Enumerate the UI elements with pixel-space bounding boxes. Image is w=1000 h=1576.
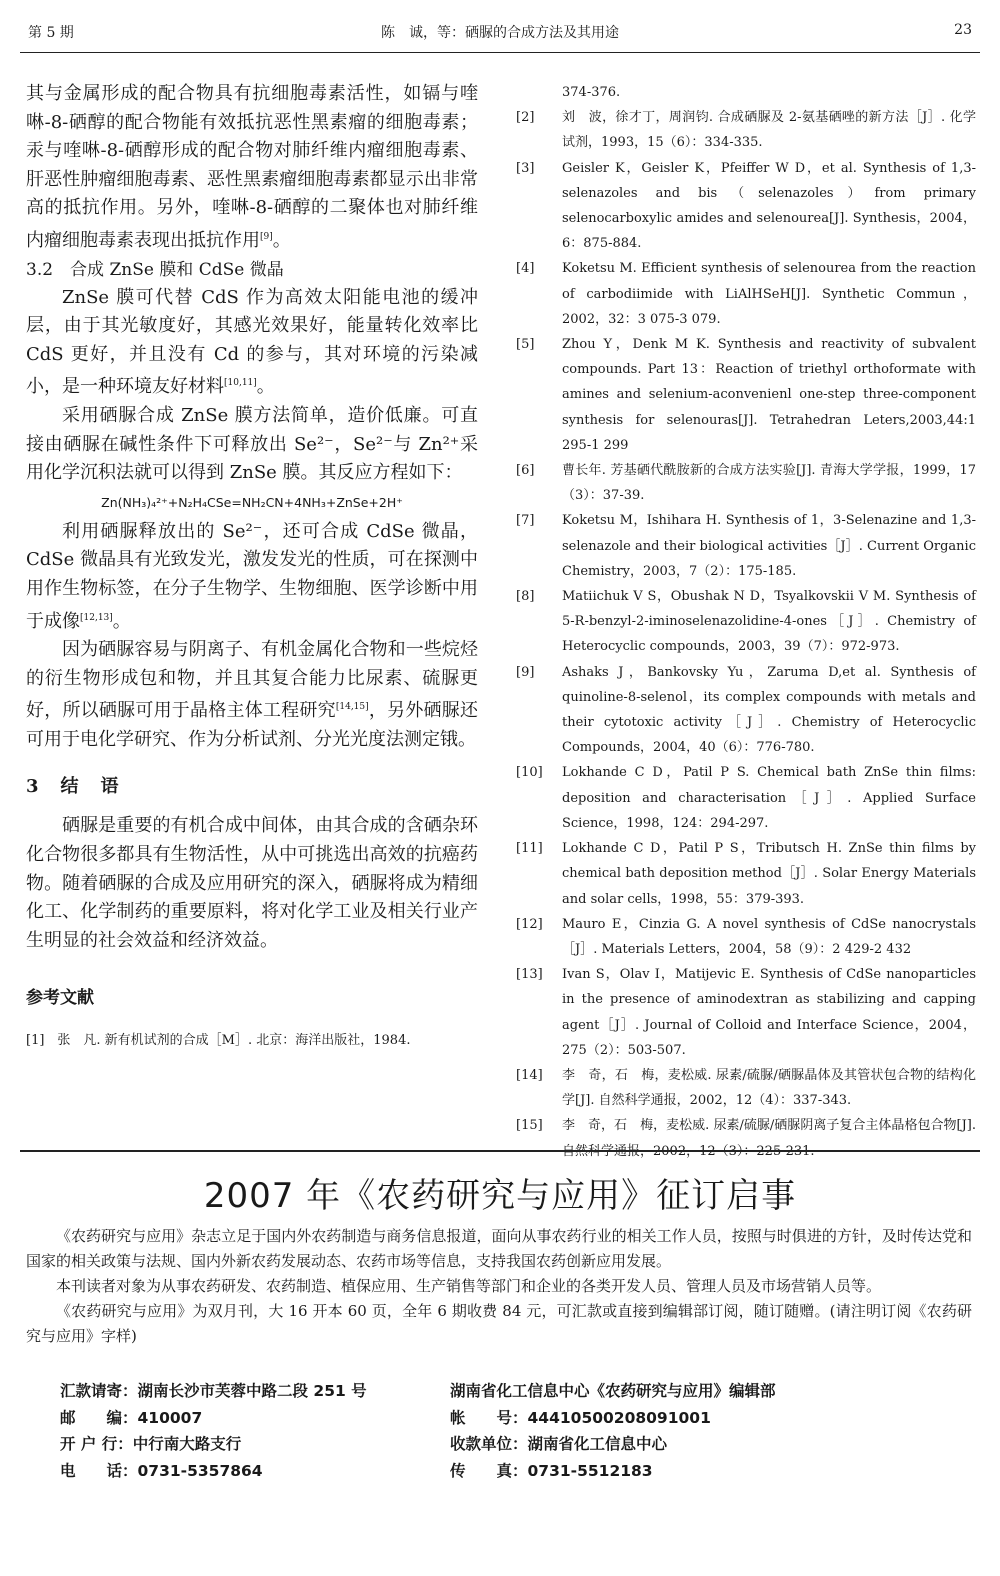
body-paragraph: ZnSe 膜可代替 CdS 作为高效太阳能电池的缓冲层，由于其光敏度好，其感光效果好，能量转化效率比CdS 更好，并且没有 Cd 的参与，其对环境的污染减小，是一种环境友好材料[10,11]。: [26, 286, 478, 398]
reference-text: Lokhande C D，Patil P S. Chemical bath ZnSe thin films: deposition and characterisation［J］. Applied Surface Science，1998，124：294-297.: [562, 765, 976, 831]
reference-number: [2]: [516, 110, 535, 126]
reference-number: [8]: [516, 589, 535, 605]
running-title: 陈 诚，等：硒脲的合成方法及其用途: [381, 25, 619, 41]
reference-text: 李 奇，石 梅，麦松威. 尿素/硫脲/硒脲晶体及其管状包合物的结构化学[J]. 自然科学通报，2002，12（4）：337-343.: [562, 1067, 976, 1109]
body-paragraph: 硒脲是重要的有机合成中间体，由其合成的含硒杂环化合物很多都具有生物活性，从中可挑选出高效的抗癌药物。随着硒脲的合成及应用研究的深入，硒脲将成为精细化工、化学制药的重要原料，将对化学工业及相关行业产生明显的社会效益和经济效益。: [26, 815, 478, 951]
body-paragraph: 因为硒脲容易与阴离子、有机金属化合物和一些烷烃的衍生物形成包和物，并且其复合能力比尿素、硫脲更好，所以硒脲可用于晶格主体工程研究[14,15]，另外硒脲还可用于电化学研究、作为分析试剂、分光光度法测定锇。: [26, 639, 479, 750]
reference-text: 374-376.: [562, 85, 621, 100]
reference-text: Mauro E，Cinzia G. A novel synthesis of CdSe nanocrystals［J］. Materials Letters，2004，58（9）：2 429-2 432: [562, 916, 976, 957]
left-column: [26, 80, 478, 1053]
contact-row: 邮 编：410007: [60, 1408, 203, 1427]
notice-paragraph: 《农药研究与应用》为双月刊，大 16 开本 60 页，全年 6 期收费 84 元，可汇款或直接到编辑部订阅，随订随赠。(请注明订阅《农药研究与应用》字样): [26, 1302, 972, 1345]
reference-text: Geisler K，Geisler K，Pfeiffer W D，et al. Synthesis of 1,3-selenazoles and bis（selenazoles）from primary selenocarboxylic amides and selenourea[J]. Synthesis，2004，6：875-884.: [562, 160, 976, 252]
reference-item: [516, 508, 976, 584]
reference-number: [14]: [516, 1067, 543, 1083]
contact-right: [450, 1378, 776, 1484]
reference-text: Zhou Y，Denk M K. Synthesis and reactivity of subvalent compounds. Part 13：Reaction of triethyl orthoformate with amines and selenium-aconvenienl one-step three-component synthesis for selenouras[J]. Tetrahedran Leters,2003,44:1 295-1 299: [562, 337, 976, 453]
reference-item: [516, 256, 976, 332]
reference-text: 李 奇，石 梅，麦松威. 尿素/硫脲/硒脲阴离子复合主体晶格包合物[J]. 自然科学通报，2002，12（3）：225-231.: [562, 1118, 976, 1159]
reference-item: [516, 660, 976, 761]
reference-number: [10]: [516, 765, 543, 781]
reference-text: 刘 波，徐才丁，周润钧. 合成硒脲及 2-氨基硒唑的新方法［J］. 化学试剂，1993，15（6）：334-335.: [562, 110, 976, 151]
running-header: [28, 22, 972, 46]
reference-text: Ivan S，Olav I，Matijevic E. Synthesis of CdSe nanoparticles in the presence of aminodextran as stabilizing and capping agent［J］. Journal of Colloid and Interface Science，2004，275（2）：503-507.: [562, 967, 976, 1058]
reference-text: 曹长年. 芳基硒代酰胺新的合成方法实验[J]. 青海大学学报，1999，17（3）：37-39.: [562, 463, 976, 504]
reference-item: [516, 584, 976, 660]
notice-body: [26, 1224, 972, 1349]
reference-number: [5]: [516, 337, 535, 353]
contact-left: [60, 1378, 367, 1484]
reference-item: [1] 张 凡. 新有机试剂的合成［M］. 北京：海洋出版社，1984.: [26, 1033, 411, 1049]
reference-number: [3]: [516, 160, 535, 176]
contact-row: 收款单位：湖南省化工信息中心: [450, 1435, 668, 1453]
contact-row: 开 户 行：中行南大路支行: [60, 1435, 242, 1453]
notice-rule: [20, 1150, 980, 1152]
reference-item: [516, 1113, 976, 1163]
notice-title: 2007 年《农药研究与应用》征订启事: [203, 1176, 797, 1216]
reference-text: Lokhande C D，Patil P S，Tributsch H. ZnSe thin films by chemical bath deposition method［J］. Solar Energy Materials and solar cells，1998，55：379-393.: [562, 841, 976, 907]
contact-row: 汇款请寄：湖南长沙市芙蓉中路二段 251 号: [60, 1382, 367, 1400]
contact-row: 传 真：0731-5512183: [450, 1461, 653, 1480]
reference-list: [516, 80, 976, 1164]
references-column: [516, 80, 976, 1164]
header-rule: [20, 52, 980, 53]
reference-text: Ashaks J，Bankovsky Yu，Zaruma D,et al. Synthesis of quinoline-8-selenol，its complex compounds with metals and their cytotoxic activity［J］. Chemistry of Heterocyclic Compounds，2004，40（6）：776-780.: [562, 664, 976, 756]
reference-item: [516, 836, 976, 912]
body-paragraph: 其与金属形成的配合物具有抗细胞毒素活性，如镉与喹啉-8-硒醇的配合物能有效抵抗恶性黑素瘤的细胞毒素；汞与喹啉-8-硒醇形成的配合物对肺纤维内瘤细胞毒素、肝恶性肿瘤细胞毒素、恶性黑素瘤细胞毒素都显示出非常高的抵抗作用。另外，喹啉-8-硒醇的二聚体也对肺纤维内瘤细胞毒素表现出抵抗作用[9]。: [26, 83, 478, 251]
section-heading: 3 结 语: [26, 776, 121, 798]
reference-item: [516, 962, 976, 1063]
reference-number: [9]: [516, 664, 535, 680]
reaction-equation: Zn(NH₃)₄²⁺+N₂H₄CSe=NH₂CN+4NH₃+ZnSe+2H⁺: [101, 494, 403, 510]
reference-text: Koketsu M，Ishihara H. Synthesis of 1，3-Selenazine and 1,3-selenazole and their biological activities［J］. Current Organic Chemistry，2003，7（2）：175-185.: [562, 513, 976, 579]
reference-text: Matiichuk V S，Obushak N D，Tsyalkovskii V M. Synthesis of 5-R-benzyl-2-iminoselenazolidine-4-ones［J］. Chemistry of Heterocyclic compounds，2003，39（7）：972-973.: [562, 589, 976, 655]
reference-item: [516, 332, 976, 458]
page-number: 23: [954, 22, 972, 38]
issue-number: 第 5 期: [28, 25, 74, 41]
body-paragraph: 利用硒脲释放出的 Se²⁻，还可合成 CdSe 微晶，CdSe 微晶具有光致发光，激发发光的性质，可在探测中用作生物标签，在分子生物学、生物细胞、医学诊断中用于成像[12,13]。: [26, 520, 478, 632]
notice-paragraph: 本刊读者对象为从事农药研发、农药制造、植保应用、生产销售等部门和企业的各类开发人员、管理人员及市场营销人员等。: [56, 1277, 882, 1295]
reference-number: [4]: [516, 261, 535, 277]
notice-paragraph: 《农药研究与应用》杂志立足于国内外农药制造与商务信息报道，面向从事农药行业的相关工作人员，按照与时俱进的方针，及时传达党和国家的相关政策与法规、国内外新农药发展动态、农药市场等信息，支持我国农药创新应用发展。: [26, 1227, 972, 1270]
reference-item: [516, 1063, 976, 1113]
references-heading: 参考文献: [26, 988, 94, 1009]
body-paragraph: 采用硒脲合成 ZnSe 膜方法简单，造价低廉。可直接由硒脲在碱性条件下可释放出 Se²⁻，Se²⁻与 Zn²⁺采用化学沉积法就可以得到 ZnSe 膜。其反应方程如下：: [26, 404, 478, 484]
reference-item: [516, 156, 976, 257]
reference-number: [15]: [516, 1118, 543, 1134]
reference-number: [12]: [516, 916, 543, 932]
reference-item: [516, 458, 976, 508]
contact-row: 湖南省化工信息中心《农药研究与应用》编辑部: [450, 1382, 776, 1400]
reference-item: [516, 760, 976, 836]
reference-number: [13]: [516, 967, 543, 983]
subsection-heading: 3.2 合成 ZnSe 膜和 CdSe 微晶: [26, 259, 284, 280]
reference-text: Koketsu M. Efficient synthesis of selenourea from the reaction of carbodiimide with LiAlHSeH[J]. Synthetic Commun，2002，32：3 075-3 079.: [562, 261, 976, 327]
contact-row: 电 话：0731-5357864: [60, 1461, 263, 1480]
reference-item: [516, 105, 976, 155]
reference-item: [516, 912, 976, 962]
contact-row: 帐 号：44410500208091001: [450, 1408, 711, 1427]
reference-number: [6]: [516, 463, 535, 479]
reference-number: [11]: [516, 841, 543, 857]
reference-item: [516, 80, 976, 105]
reference-number: [7]: [516, 513, 535, 529]
